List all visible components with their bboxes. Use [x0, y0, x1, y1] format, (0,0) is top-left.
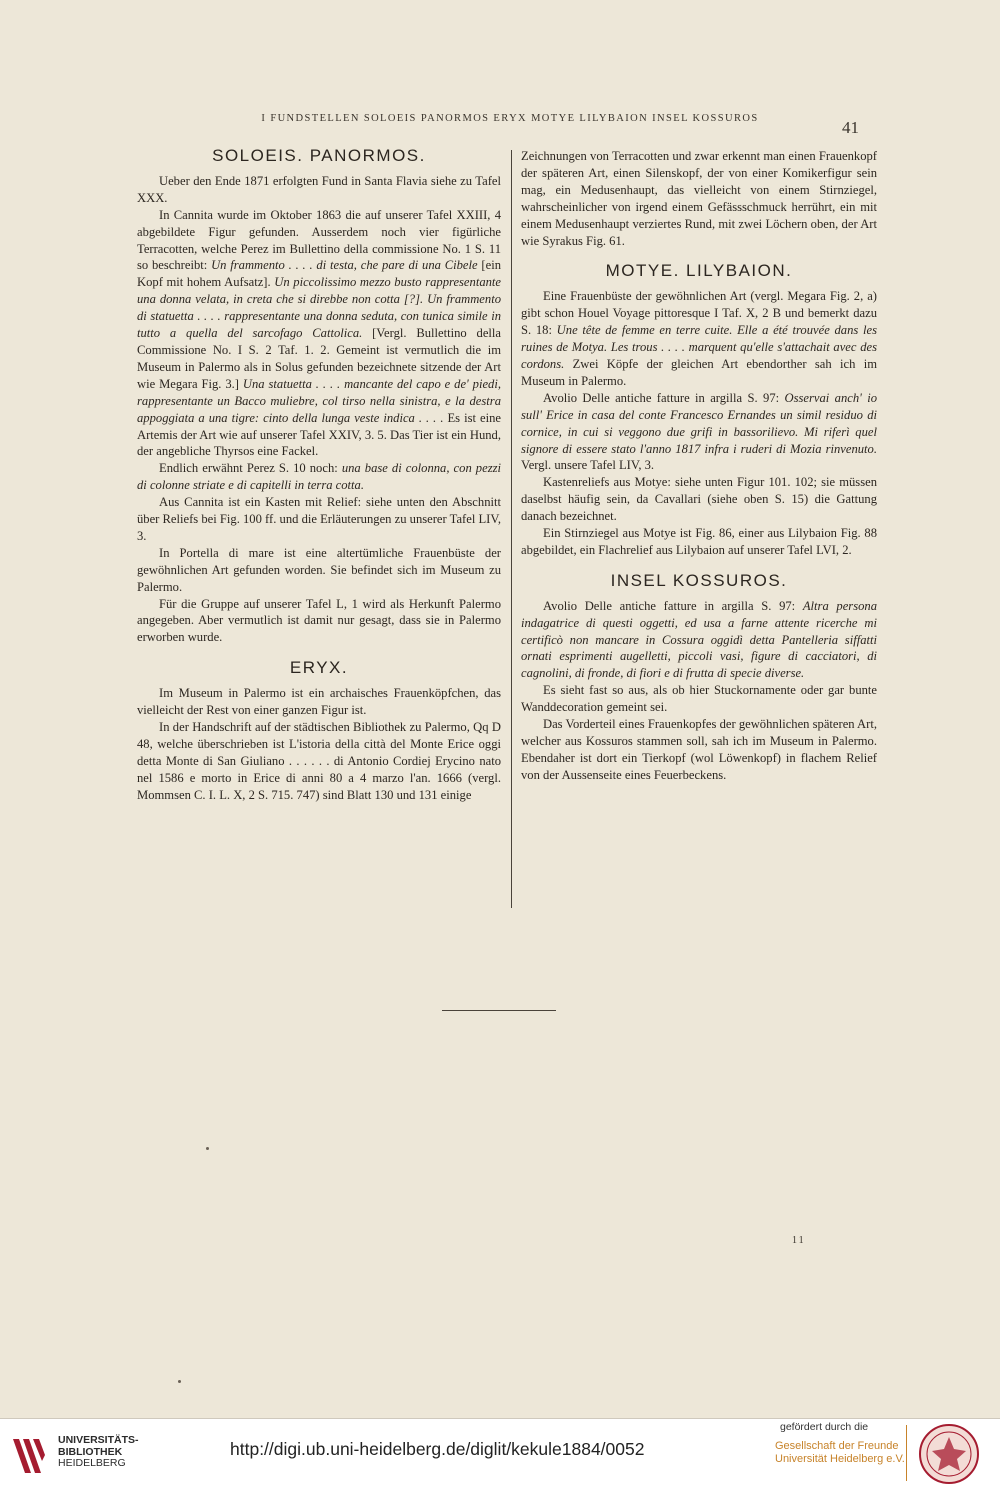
running-head: I FUNDSTELLEN SOLOEIS PANORMOS ERYX MOTYE LILYBAION INSEL KOSSUROS: [261, 113, 759, 124]
section-heading-soloeis: SOLOEIS. PANORMOS.: [212, 146, 426, 165]
paragraph: Zeichnungen von Terracotten und zwar erkennt man einen Frauenkopf der späteren Art, einen Silenskopf, der von einer Komikerfigur sein mag, ein Medusenhaupt, das vielleicht von einem Stirnziegel, wahrscheinlicher von irgend einem Gefässschmuck herrührt, ein mit einem Medusenhaupt verziertes Rund, mit zwei Löchern oben, der Art wie Syrakus Fig. 61.: [521, 149, 877, 248]
paragraph: In der Handschrift auf der städtischen Bibliothek zu Palermo, Qq D 48, welche überschrieben ist L'istoria della città del Monte Erice oggi detta Monte di San Giuliano . . . . . . di Antonio Cordiej Erycino nato nel 1586 e morto in Erice di anni 80 a 4 marzo l'an. 1666 (vergl. Mommsen C. I. L. X, 2 S. 715. 747) sind Blatt 130 und 131 einige: [137, 720, 501, 802]
column-divider: [511, 150, 512, 908]
university-seal-icon: [918, 1423, 980, 1485]
section-heading-eryx: ERYX.: [289, 658, 349, 678]
paragraph: In Portella di mare ist eine altertümliche Frauenbüste der gewöhnlichen Art gefunden worden. Sie befindet sich im Museum zu Palermo.: [137, 545, 501, 594]
section-heading-motye: MOTYE. LILYBAION.: [605, 261, 793, 281]
paragraph: Eine Frauenbüste der gewöhnlichen Art (vergl. Megara Fig. 2, a) gibt schon Houel Voyage pittoresque I Taf. X, 2 B und bemerkt dazu S. 18: Une tête de femme en terre cuite. Elle a été trouvée dans les ruines de Motya. Les trous . . . . marquent qu'elle s'attachait avec des cordons. Zwei Köpfe der gleichen Art ebendorther sah ich im Museum in Palermo.: [521, 289, 877, 388]
paragraph: Aus Cannita ist ein Kasten mit Relief: siehe unten den Abschnitt über Reliefs bei Fig. 100 ff. und die Erläuterungen zu unserer Tafel LIV, 3.: [137, 495, 501, 543]
paragraph: Avolio Delle antiche fatture in argilla S. 97: Osservai anch' io sull' Erice in casa del conte Francesco Ernandes un simil residuo di cornice, in cui si veggono due grifi in bassorilievo. Mi riferì quel signore di essere stato l'anno 1817 infra i ruderi di Mozia rinvenuto. Vergl. unsere Tafel LIV, 3.: [521, 390, 877, 473]
paragraph: Kastenreliefs aus Motye: siehe unten Figur 101. 102; sie müssen daselbst häufig sein, da Cavallari (siehe oben S. 15) die Gattung danach bezeichnet.: [521, 475, 877, 524]
signature-mark: 11: [792, 1235, 806, 1246]
permalink-url[interactable]: http://digi.ub.uni-heidelberg.de/diglit/kekule1884/0052: [230, 1439, 645, 1459]
library-name: UNIVERSITÄTS- BIBLIOTHEK HEIDELBERG: [58, 1434, 139, 1469]
page-number: 41: [842, 118, 859, 137]
paragraph: Ein Stirnziegel aus Motye ist Fig. 86, einer aus Lilybaion Fig. 88 abgebildet, ein Flachrelief aus Lilybaion auf unserer Tafel LVI, 2.: [521, 526, 877, 557]
left-column: [137, 148, 501, 804]
funding-note: gefördert durch die: [780, 1421, 869, 1433]
university-library-logo-icon: [9, 1433, 49, 1477]
society-name: Gesellschaft der Freunde Universität Heidelberg e.V.: [775, 1440, 905, 1465]
paragraph: Das Vorderteil eines Frauenkopfes der gewöhnlichen späteren Art, welcher aus Kossuros stammen soll, sah ich im Museum in Palermo. Ebendaher ist dort ein Tierkopf (wol Löwenkopf) in flachem Relief von der Aussenseite eines Feuerbeckens.: [521, 717, 877, 782]
right-column: [521, 148, 877, 784]
paper-speck: [206, 1147, 209, 1150]
paragraph: Avolio Delle antiche fatture in argilla S. 97: Altra persona indagatrice di questi oggetti, ed usa a farne attente ricerche mi certificò non mancare in Cossura oggidì detta Pantelleria siffatti ornati esprimenti augelletti, piccoli vasi, figure di cacciatori, di cagnolini, di fronde, di fiori e di frutta di specie diverse.: [521, 598, 877, 681]
paper-speck: [178, 1380, 181, 1383]
paragraph: Endlich erwähnt Perez S. 10 noch: una base di colonna, con pezzi di colonne striate e di capitelli in terra cotta.: [137, 461, 501, 493]
paragraph: Ueber den Ende 1871 erfolgten Fund in Santa Flavia siehe zu Tafel XXX.: [137, 173, 501, 205]
paragraph: In Cannita wurde im Oktober 1863 die auf unserer Tafel XXIII, 4 abgebildete Figur gefunden. Ausserdem noch vier figürliche Terracotten, welche Perez im Bullettino della commissione No. 1 S. 11 so beschreibt: Un frammento . . . . di testa, che pare di una Cibele [ein Kopf mit hohem Aufsatz]. Un piccolissimo mezzo busto rappresentante una donna velata, in creta che si direbbe non cotta [?]. Un frammento di statuetta . . . . rappresentante una donna seduta, con tunica simile in tutto a quella del sarcofago Cattolica. [Vergl. Bullettino della Commissione No. I S. 2 Taf. 1. 2. Gemeint ist vermutlich die im Museum in Palermo als in Solus gefunden bezeichnete sitzende der Art wie Megara Fig. 3.] Una statuetta . . . . mancante del capo e de' piedi, rappresentante un Bacco muliebre, col tirso nella sinistra, e la destra appoggiata a una tigre: cinto della lunga veste indica . . . . Es ist eine Artemis der Art wie auf unserer Tafel XXIV, 3. 5. Das Tier ist ein Hund, der angebliche Thyrsos eine Fackel.: [137, 207, 502, 459]
footer-bar: [0, 1418, 1000, 1488]
paragraph: Es sieht fast so aus, als ob hier Stuckornamente oder gar bunte Wanddecoration gemeint sei.: [521, 683, 877, 715]
seal-divider: [906, 1425, 907, 1481]
section-heading-kossuros: INSEL KOSSUROS.: [610, 570, 788, 590]
end-rule: [442, 1010, 556, 1011]
paragraph: Im Museum in Palermo ist ein archaisches Frauenköpfchen, das vielleicht der Rest von einer ganzen Figur ist.: [137, 686, 501, 718]
paragraph: Für die Gruppe auf unserer Tafel L, 1 wird als Herkunft Palermo angegeben. Aber vermutlich ist damit nur gesagt, dass sie in Palermo erworben wurde.: [137, 596, 501, 645]
